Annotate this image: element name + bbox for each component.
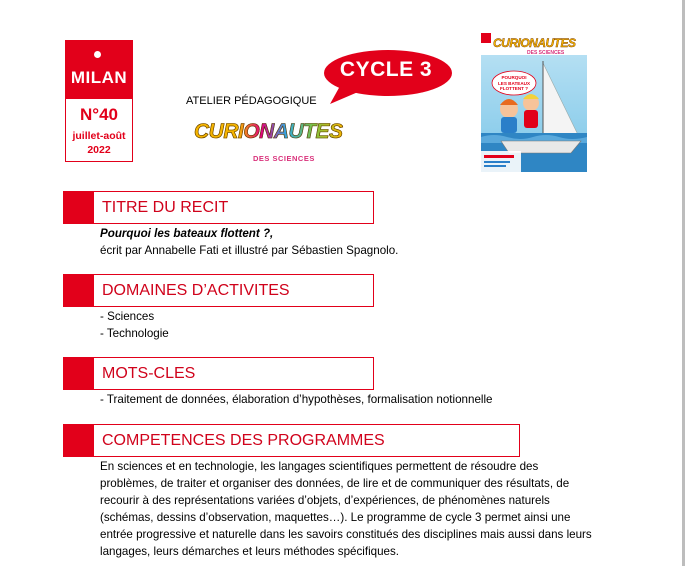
section-heading-title: MOTS-CLES xyxy=(102,365,196,382)
cover-bubble-text xyxy=(494,75,534,92)
section-heading-title: COMPETENCES DES PROGRAMMES xyxy=(102,432,385,449)
milan-logo-dot xyxy=(94,51,101,58)
list-item: - Technologie xyxy=(100,327,169,340)
section-heading-title: DOMAINES D’ACTIVITES xyxy=(102,282,290,299)
curionautes-logo xyxy=(194,120,343,144)
section-body-domaines xyxy=(100,308,169,342)
section-heading-bar xyxy=(64,275,94,306)
section-heading-title: TITRE DU RECIT xyxy=(102,199,229,216)
section-heading-bar xyxy=(64,192,94,223)
paragraph-line: langages, leurs démarches et leurs méthodes spécifiques. xyxy=(100,545,400,558)
section-heading-domaines xyxy=(63,274,374,307)
milan-logo-text: MILAN xyxy=(70,68,128,87)
story-title: Pourquoi les bateaux flottent ?, xyxy=(100,227,274,240)
cover-bubble-line-2: LES BATEAUX xyxy=(497,80,531,86)
cover-brand-subtitle: DES SCIENCES xyxy=(527,50,565,56)
list-item: - Sciences xyxy=(100,310,155,323)
section-body-mots-cles xyxy=(100,391,493,408)
cover-brand-name: CURIONAUTES xyxy=(493,36,576,50)
cover-bubble-line-1: POURQUOI xyxy=(501,75,527,80)
issue-date-month: juillet-août xyxy=(72,130,126,142)
paragraph-line: entrée progressive et naturelle dans les savoirs constitués des disciplines mais aussi dans leurs xyxy=(100,528,592,541)
list-item: - Traitement de données, élaboration d’hypothèses, formalisation notionnelle xyxy=(100,393,493,406)
story-credits: écrit par Annabelle Fati et illustré par Sébastien Spagnolo. xyxy=(100,244,399,257)
milan-logo xyxy=(66,41,132,99)
issue-date-year: 2022 xyxy=(87,144,111,156)
issue-number: N°40 xyxy=(80,105,118,124)
section-heading-bar xyxy=(64,358,94,389)
atelier-label: ATELIER PÉDAGOGIQUE xyxy=(186,95,317,107)
cycle-label: CYCLE 3 xyxy=(339,58,433,81)
section-heading-bar xyxy=(64,425,94,456)
issue-date xyxy=(66,129,132,157)
section-heading-mots-cles xyxy=(63,357,374,390)
milan-issue-box xyxy=(65,40,133,162)
curionautes-logo-subtitle: DES SCIENCES xyxy=(253,154,315,163)
section-body-titre xyxy=(100,225,398,259)
section-heading-competences xyxy=(63,424,520,457)
paragraph-line: (schémas, dessins d’observation, maquettes…). Le programme de cycle 3 permet ainsi une xyxy=(100,511,571,524)
section-body-competences xyxy=(100,458,592,560)
curionautes-logo-text: CURIONAUTES xyxy=(194,120,343,143)
cover-bubble-line-3: FLOTTENT ? xyxy=(499,86,529,92)
paragraph-line: recourir à des représentations variées d’objets, d’expériences, de phénomènes naturels xyxy=(100,494,550,507)
paragraph-line: problèmes, de traiter et organiser des données, de lire et de communiquer des résultats, de xyxy=(100,477,570,490)
section-heading-titre xyxy=(63,191,374,224)
paragraph-line: En sciences et en technologie, les langages scientifiques permettent de résoudre des xyxy=(100,460,539,473)
magazine-cover xyxy=(481,33,587,172)
